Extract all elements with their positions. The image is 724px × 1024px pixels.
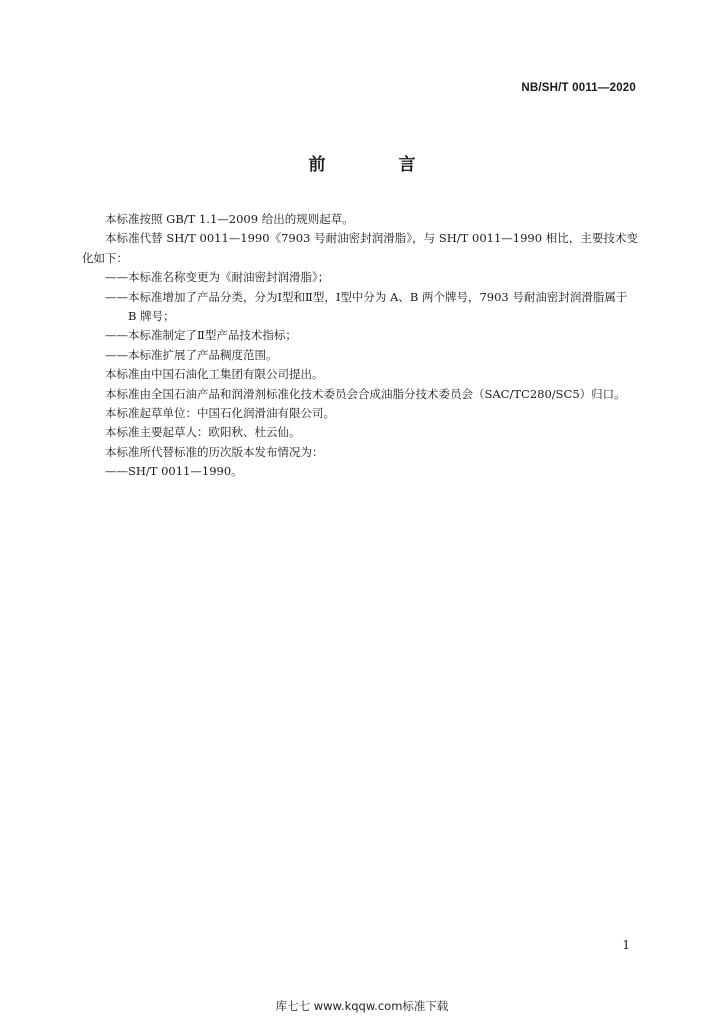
page-number: 1 (622, 938, 630, 952)
change-item: ——本标准增加了产品分类，分为Ⅰ型和Ⅱ型，Ⅰ型中分为 A、B 两个牌号，7903 号耐油密封润滑脂属于 B 牌号； (105, 289, 628, 324)
drafting-rules-paragraph: 本标准按照 GB/T 1.1—2009 给出的规则起草。 (105, 212, 354, 226)
standard-code: NB/SH/T 0011—2020 (521, 82, 636, 94)
change-item: ——本标准名称变更为《耐油密封润滑脂》； (105, 270, 330, 285)
replacement-paragraph: 本标准代替 SH/T 0011—1990《7903 号耐油密封润滑脂》，与 SH/T 0011—1990 相比，主要技术变化如下： (82, 231, 638, 265)
change-item: ——本标准制定了Ⅱ型产品技术指标； (105, 328, 297, 343)
page-title: 前 言 (308, 155, 444, 175)
footer-watermark: 库七七 www.kqqw.com标准下载 (275, 999, 449, 1013)
history-intro-paragraph: 本标准所代替标准的历次版本发布情况为： (105, 444, 324, 459)
proposer-paragraph: 本标准由中国石油化工集团有限公司提出。 (105, 367, 324, 382)
centralized-by-paragraph: 本标准由全国石油产品和润滑剂标准化技术委员会合成油脂分技术委员会（SAC/TC280/SC5）归口。 (105, 386, 626, 401)
drafting-unit-paragraph: 本标准起草单位：中国石化润滑油有限公司。 (105, 406, 335, 421)
foreword-body (82, 210, 638, 482)
history-item: ——SH/T 0011—1990。 (105, 464, 243, 479)
drafters-paragraph: 本标准主要起草人：欧阳秋、杜云仙。 (105, 425, 301, 440)
change-item: ——本标准扩展了产品稠度范围。 (105, 347, 278, 362)
